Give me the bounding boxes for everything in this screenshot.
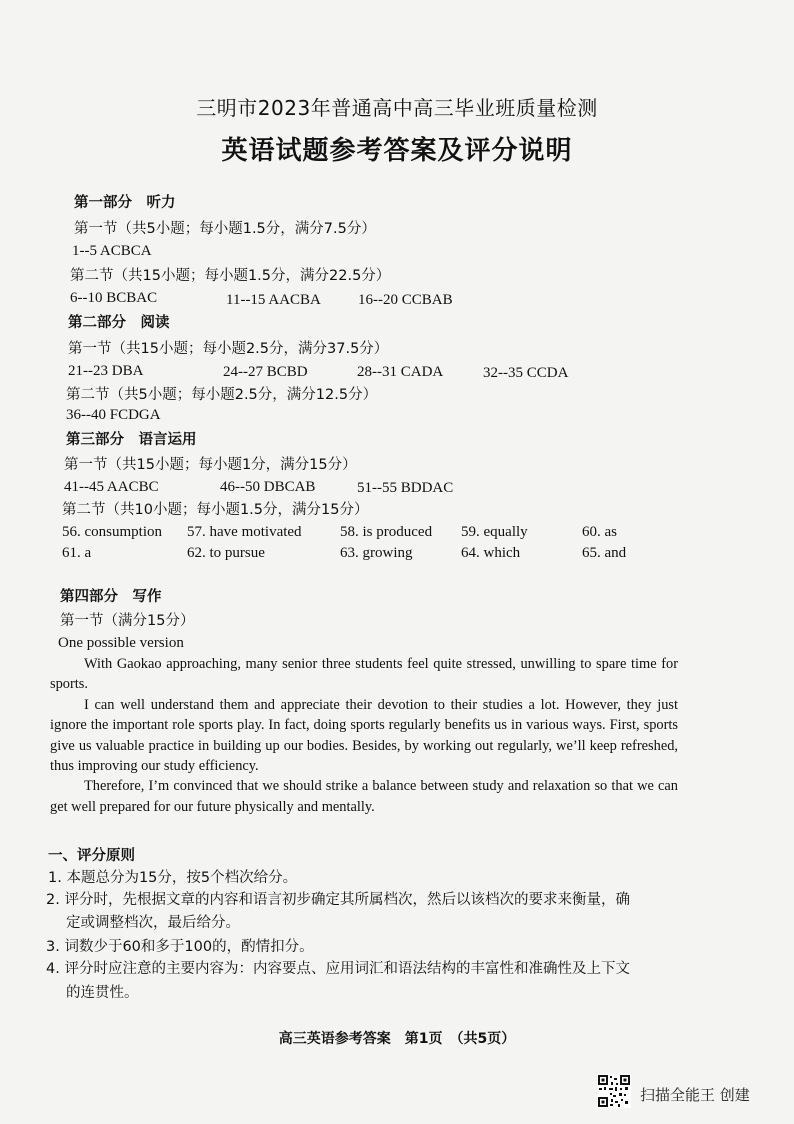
scoring-item: 定或调整档次，最后给分。 — [66, 915, 240, 931]
answer-group: 21--23 DBA — [68, 363, 144, 379]
answer-group: 6--10 BCBAC — [70, 290, 158, 306]
part2-section1: 第一节（共15小题；每小题2.5分，满分37.5分） — [68, 341, 389, 357]
scoring-item: 1. 本题总分为15分，按5个档次给分。 — [48, 870, 298, 886]
scanner-watermark: 扫描全能王 创建 — [640, 1086, 750, 1104]
fill-answer: 58. is produced — [340, 524, 433, 540]
answer-group: 32--35 CCDA — [483, 365, 569, 381]
answer-group: 41--45 AACBC — [64, 479, 159, 495]
answer-group: 51--55 BDDAC — [357, 480, 454, 496]
essay-paragraph: I can well understand them and appreciate their devotion to their studies a lot. However, they just ignore the important role sports play. In fact, doing sports regularly benefits us in various ways. First, sports give us valuable practice in building up our bodies. Besides, by working out regularly, we’ll keep refreshed, thus improving our study efficiency. — [50, 696, 678, 775]
fill-answer: 59. equally — [461, 524, 528, 540]
fill-answer: 63. growing — [340, 545, 413, 561]
scoring-item: 的连贯性。 — [66, 985, 139, 1001]
scoring-item: 4. 评分时应注意的主要内容为：内容要点、应用词汇和语法结构的丰富性和准确性及上下文 — [46, 961, 630, 977]
part3-heading: 第三部分 语言运用 — [66, 432, 197, 448]
part2-heading: 第二部分 阅读 — [68, 315, 170, 331]
part4-section1: 第一节（满分15分） — [60, 613, 195, 629]
scoring-item: 2. 评分时，先根据文章的内容和语言初步确定其所属档次，然后以该档次的要求来衡量，确 — [46, 892, 630, 908]
essay-paragraph: Therefore, I’m convinced that we should strike a balance between study and relaxation so that we can get well prepared for our future physically and mentally. — [50, 778, 678, 815]
qr-code-icon — [597, 1074, 631, 1108]
answer-group: 11--15 AACBA — [226, 292, 321, 308]
fill-answer: 60. as — [582, 524, 617, 540]
fill-answer: 57. have motivated — [187, 524, 302, 540]
part1-heading: 第一部分 听力 — [74, 195, 176, 211]
exam-title: 三明市2023年普通高中高三毕业班质量检测 — [196, 96, 598, 120]
fill-answer: 56. consumption — [62, 524, 162, 540]
fill-answer: 61. a — [62, 545, 92, 561]
answer-group: 46--50 DBCAB — [220, 479, 316, 495]
answer-group: 28--31 CADA — [357, 364, 444, 380]
fill-answer: 64. which — [461, 545, 521, 561]
fill-answer: 62. to pursue — [187, 545, 265, 561]
answer-group: 36--40 FCDGA — [66, 407, 161, 423]
essay-paragraph: With Gaokao approaching, many senior three students feel quite stressed, unwilling to spare time for sports. — [50, 656, 678, 693]
answer-group: 16--20 CCBAB — [358, 292, 453, 308]
version-label: One possible version — [58, 635, 184, 651]
model-essay — [50, 654, 678, 817]
part3-section1: 第一节（共15小题；每小题1分，满分15分） — [64, 457, 357, 473]
part4-heading: 第四部分 写作 — [60, 589, 162, 605]
answer-group: 1--5 ACBCA — [72, 243, 152, 259]
fill-answer: 65. and — [582, 545, 627, 561]
scoring-heading: 一、评分原则 — [48, 848, 135, 864]
answer-group: 24--27 BCBD — [223, 364, 308, 380]
document-subtitle: 英语试题参考答案及评分说明 — [221, 136, 573, 166]
part1-section1: 第一节（共5小题；每小题1.5分，满分7.5分） — [74, 221, 376, 237]
page-footer: 高三英语参考答案 第1页 （共5页） — [278, 1031, 516, 1047]
part1-section2: 第二节（共15小题；每小题1.5分，满分22.5分） — [70, 268, 391, 284]
part3-section2: 第二节（共10小题；每小题1.5分，满分15分） — [62, 502, 369, 518]
part2-section2: 第二节（共5小题；每小题2.5分，满分12.5分） — [66, 387, 378, 403]
scoring-item: 3. 词数少于60和多于100的，酌情扣分。 — [46, 939, 314, 955]
